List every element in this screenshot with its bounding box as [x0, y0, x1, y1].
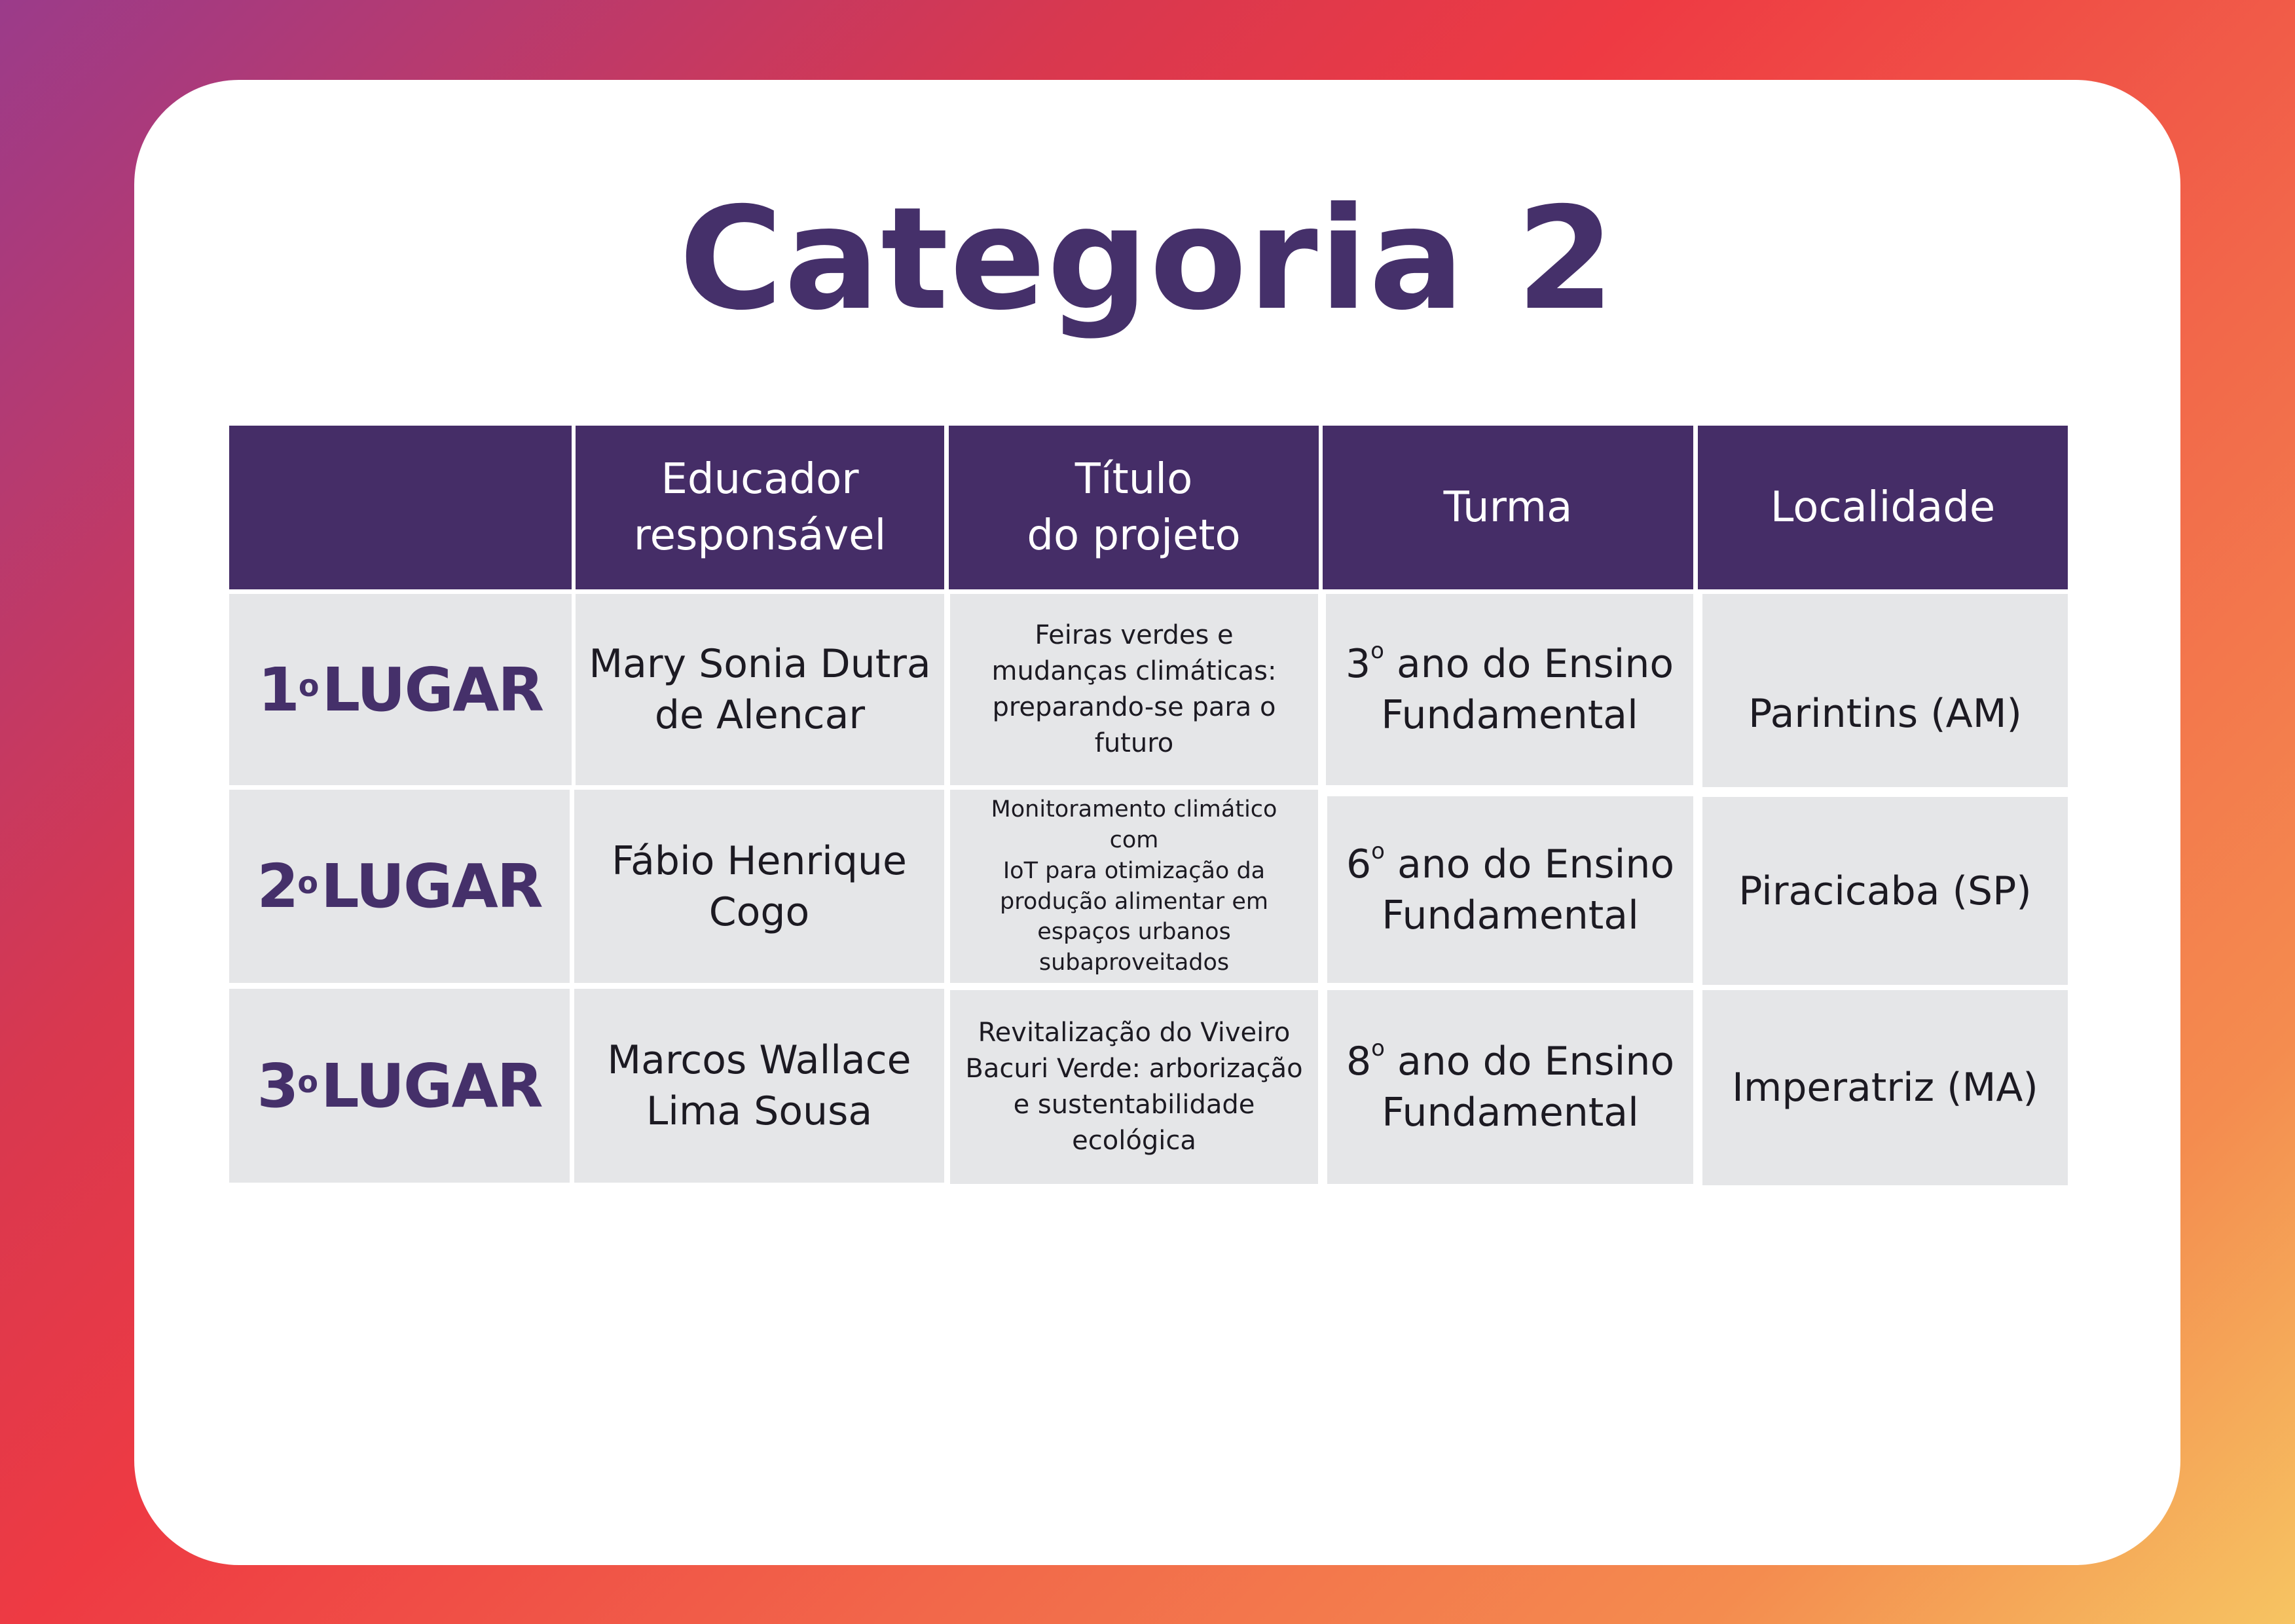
place-cell-3: 3 $^o$ LUGAR [229, 989, 570, 1183]
educator-cell-1: Mary Sonia Dutra de Alencar [576, 594, 944, 785]
page-title: Categoria 2 [679, 177, 1616, 341]
location-cell-1: Parintins (AM) [1702, 594, 2068, 787]
place-cell-2: 2 $^o$ LUGAR [229, 790, 570, 983]
project-cell-2: Monitoramento climático com IoT para otimização da produção alimentar em espaços urbanos subaproveitados [950, 790, 1318, 983]
project-cell-1: Feiras verdes e mudanças climáticas: preparando-se para o futuro [950, 594, 1318, 785]
turma-cell-2: 6$^o$ ano do Ensino Fundamental [1327, 796, 1693, 983]
header-cell-place [229, 426, 572, 589]
turma-cell-1: 3$^o$ ano do Ensino Fundamental [1326, 594, 1693, 785]
header-cell-location: Localidade [1698, 426, 2068, 589]
header-cell-educator: Educador responsável [576, 426, 944, 589]
header-cell-project: Título do projeto [949, 426, 1319, 589]
educator-cell-2: Fábio Henrique Cogo [574, 790, 944, 983]
location-cell-3: Imperatriz (MA) [1702, 990, 2068, 1185]
header-cell-turma: Turma [1323, 426, 1693, 589]
project-cell-3: Revitalização do Viveiro Bacuri Verde: arborização e sustentabilidade ecológica [950, 990, 1318, 1184]
location-cell-2: Piracicaba (SP) [1702, 797, 2068, 985]
turma-cell-3: 8$^o$ ano do Ensino Fundamental [1327, 990, 1693, 1184]
place-cell-1: 1 $^o$ LUGAR [229, 594, 572, 785]
educator-cell-3: Marcos Wallace Lima Sousa [574, 989, 944, 1183]
